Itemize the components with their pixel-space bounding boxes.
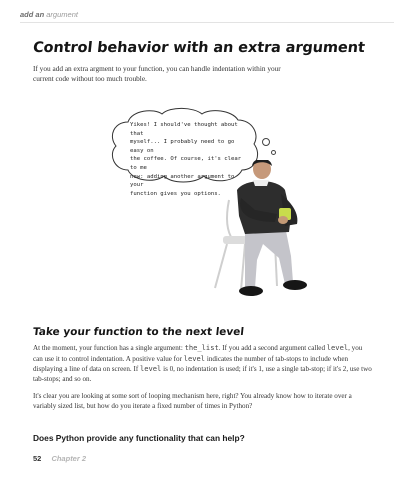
thought-dot-large — [262, 138, 270, 146]
code-level: level — [326, 343, 349, 352]
text-run: At the moment, your function has a single argument: — [33, 344, 185, 352]
bubble-line: function gives you options. — [130, 190, 221, 197]
person-illustration — [205, 160, 335, 305]
running-head-section: add an — [20, 10, 45, 19]
code-the-list: the_list — [184, 343, 219, 352]
code-level: level — [183, 353, 206, 363]
header-rule — [20, 22, 394, 23]
page-title: Control behavior with an extra argument — [32, 40, 366, 56]
page-footer — [33, 454, 86, 463]
intro-paragraph: If you add an extra argment to your function, you can handle indentation within your current code without too much trouble. — [33, 64, 281, 83]
bubble-line: now: adding another argument to your — [130, 173, 235, 189]
bubble-line: Yikes! I should've thought about that — [130, 122, 238, 137]
running-head — [20, 10, 78, 19]
person-photo — [205, 160, 335, 305]
thought-dot-small — [271, 150, 276, 155]
text-run: , you can use it to control indentation. A positive value for — [33, 344, 363, 363]
code-level: level — [139, 364, 162, 374]
bubble-line: the coffee. Of course, it's clear to me — [130, 156, 242, 171]
text-run: . If you add a second argument called — [218, 344, 327, 352]
text-run: is 0, no indentation is used; if it's 1, use a single tab-stop; if it's 2, use two tab-stops; and so on. — [33, 365, 372, 384]
chapter-label: Chapter 2 — [51, 454, 87, 463]
section-heading: Take your function to the next level — [32, 326, 245, 338]
page-number: 52 — [33, 454, 42, 463]
bubble-line: myself... I probably need to go easy on — [130, 139, 235, 154]
paragraph-looping: It's clear you are looking at some sort of looping mechanism here, right? You already know how to iterate over a variably sized list, but how do you iterate a fixed number of times in Python? — [33, 392, 352, 410]
question-text: Does Python provide any functionality that can help? — [33, 433, 245, 443]
text-run: indicates the number of tab-stops to include when displaying a line of data on screen. If — [33, 354, 349, 374]
paragraph-level-argument — [33, 343, 373, 385]
running-head-subsection: argument — [46, 10, 78, 19]
